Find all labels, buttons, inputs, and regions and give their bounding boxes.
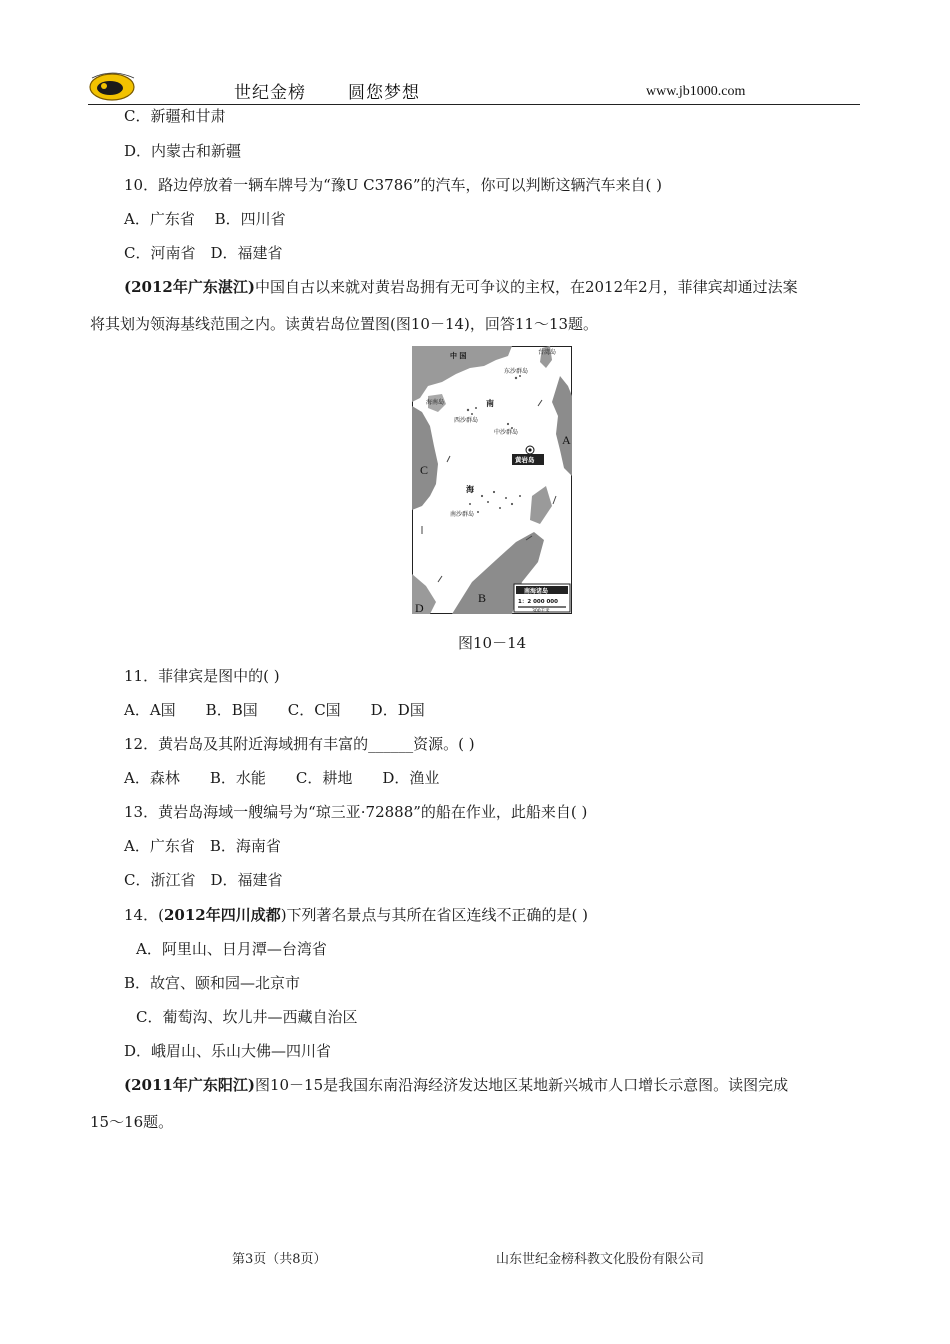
label-D: D <box>415 601 424 614</box>
question-12: 12．黄岩岛及其附近海域拥有丰富的______资源。( ) <box>124 735 475 753</box>
huangyan-map <box>412 346 572 614</box>
intro-passage-2-cont: 15～16题。 <box>90 1113 174 1131</box>
inset-km: 300千米 <box>532 609 550 614</box>
question-13-options-cd: C．浙江省 D．福建省 <box>124 871 283 889</box>
question-14-option-d: D．峨眉山、乐山大佛—四川省 <box>124 1042 332 1060</box>
intro-text: 图10－15是我国东南沿海经济发达地区某地新兴城市人口增长示意图。读图完成 <box>254 1076 789 1094</box>
website-link[interactable]: www.jb1000.com <box>646 84 746 99</box>
label-nansha: 南沙群岛 <box>450 511 475 518</box>
label-taiwan: 台湾岛 <box>538 349 557 356</box>
source-tag: 2012年四川成都 <box>163 906 281 924</box>
label-dongsha: 东沙群岛 <box>504 368 529 375</box>
label-C: C <box>420 463 429 477</box>
question-10-options-cd: C．河南省 D．福建省 <box>124 244 283 262</box>
source-tag: (2012年广东湛江) <box>124 278 255 296</box>
q14-text: )下列著名景点与其所在省区连线不正确的是( ) <box>280 906 589 924</box>
label-hai: 海 <box>466 485 474 494</box>
intro-passage-1 <box>124 277 798 297</box>
inset-title: 南海诸岛 <box>524 588 549 595</box>
q14-prefix: 14．( <box>124 906 164 924</box>
inset-scale: 1：2 000 000 <box>518 599 558 605</box>
intro-passage-2 <box>124 1075 788 1095</box>
label-hainan: 海南岛 <box>426 399 445 406</box>
company-name: 山东世纪金榜科教文化股份有限公司 <box>496 1252 705 1267</box>
intro-passage-1-cont: 将其划为领海基线范围之内。读黄岩岛位置图(图10－14)，回答11～13题。 <box>90 315 599 333</box>
label-zhongsha: 中沙群岛 <box>494 429 519 436</box>
option-line: D．内蒙古和新疆 <box>124 142 242 160</box>
question-14-option-a: A．阿里山、日月潭—台湾省 <box>136 940 327 958</box>
page-header <box>88 66 860 105</box>
source-tag: (2011年广东阳江) <box>124 1076 255 1094</box>
question-13: 13．黄岩岛海域一艘编号为“琼三亚·72888”的船在作业，此船来自( ) <box>124 803 588 821</box>
logo <box>88 70 140 102</box>
label-A: A <box>562 433 571 447</box>
brand-name: 世纪金榜 <box>234 83 306 103</box>
question-11: 11．菲律宾是图中的( ) <box>124 667 280 685</box>
option-line: C．新疆和甘肃 <box>124 107 226 125</box>
figure-caption: 图10－14 <box>458 634 527 652</box>
label-xisha: 西沙群岛 <box>454 417 479 424</box>
question-10-options-ab: A．广东省 B．四川省 <box>124 210 286 228</box>
label-huangyan: 黄岩岛 <box>515 456 535 464</box>
question-13-options-ab: A．广东省 B．海南省 <box>124 837 281 855</box>
page-number: 第3页（共8页） <box>232 1252 327 1267</box>
slogan: 圆您梦想 <box>348 83 420 103</box>
label-china: 中 国 <box>450 352 467 360</box>
question-14-option-b: B．故宫、颐和园—北京市 <box>124 974 301 992</box>
question-14-option-c: C．葡萄沟、坎儿井—西藏自治区 <box>136 1008 358 1026</box>
question-14 <box>124 905 588 925</box>
intro-text: 中国自古以来就对黄岩岛拥有无可争议的主权，在2012年2月，菲律宾却通过法案 <box>254 278 798 296</box>
question-11-options: A．A国 B．B国 C．C国 D．D国 <box>124 701 425 719</box>
label-B: B <box>478 591 487 605</box>
question-12-options: A．森林 B．水能 C．耕地 D．渔业 <box>124 769 440 787</box>
label-nan: 南 <box>486 399 494 408</box>
question-10: 10．路边停放着一辆车牌号为“豫U C3786”的汽车，你可以判断这辆汽车来自( ) <box>124 176 662 194</box>
